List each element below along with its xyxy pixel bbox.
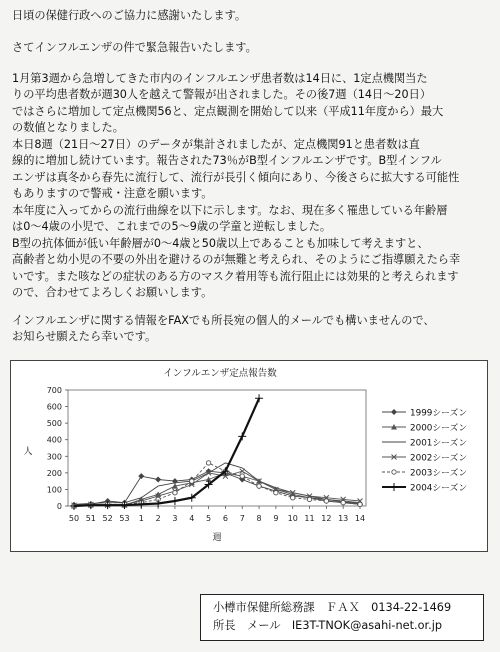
x-tick-label: 4 <box>189 514 195 523</box>
text-line: 本年度に入ってからの流行曲線を以下に示します。なお、現在多く罹患している年齢層 <box>12 204 448 217</box>
y-tick-label: 700 <box>46 386 62 395</box>
paragraph-greeting <box>12 8 488 24</box>
legend-label: 2001シーズン <box>410 438 468 449</box>
text-line: ので、合わせてよろしくお願いします。 <box>12 285 213 299</box>
x-tick-label: 1 <box>138 514 144 523</box>
data-point <box>257 484 261 488</box>
text-line: インフルエンザに関する情報をFAXでも所長宛の個人的メールでも構いませんので、 <box>12 314 435 327</box>
y-tick-label: 600 <box>46 402 62 412</box>
x-tick-label: 53 <box>119 514 130 523</box>
x-tick-label: 5 <box>206 514 212 523</box>
paragraph-intro <box>12 40 488 56</box>
x-tick-label: 13 <box>338 514 349 523</box>
x-tick-label: 50 <box>68 514 80 523</box>
contact-box <box>200 594 484 641</box>
data-point <box>358 502 362 506</box>
legend-label: 2000シーズン <box>410 423 468 434</box>
x-tick-label: 2 <box>155 514 161 523</box>
x-tick-label: 7 <box>239 514 245 523</box>
contact-fax: 小樽市保健所総務課 ＦＡＸ 0134-22-1469 <box>213 601 452 614</box>
text-line: 1月第3週から急増してきた市内のインフルエンザ患者数は14日に、1定点機関当た <box>12 72 428 85</box>
x-tick-label: 51 <box>85 514 96 523</box>
paragraph-week8-data <box>12 137 488 202</box>
contact-email: 所長 メール IE3T-TNOK@asahi-net.or.jp <box>213 619 443 632</box>
paragraph-epidemic-curve <box>12 203 488 236</box>
text-line: の数値となりました。 <box>12 120 124 134</box>
text-line: りの平均患者数が週30人を越えて警報が出されました。その後7週（14日～20日） <box>12 88 432 102</box>
text-line: もありますので警戒・注意を願います。 <box>12 186 213 200</box>
data-point <box>173 491 177 495</box>
x-tick-label: 3 <box>172 514 178 523</box>
x-tick-label: 52 <box>102 514 113 523</box>
data-point <box>324 499 328 503</box>
y-tick-label: 0 <box>56 502 62 511</box>
x-tick-label: 10 <box>287 514 298 523</box>
text-line: 線的に増加し続けています。報告された73％がB型インフルエンザです。B型インフル <box>12 154 442 168</box>
legend-label: 2003シーズン <box>410 468 468 479</box>
x-axis-label: 週 <box>212 533 222 543</box>
legend-marker <box>392 470 396 474</box>
x-tick-label: 9 <box>273 514 279 523</box>
y-tick-label: 200 <box>46 468 62 478</box>
data-point <box>307 497 311 501</box>
text-line: 高齢者と幼小児の不要の外出を避けるのが無難と考えられ、そのようにご指導願えたら幸 <box>12 253 461 267</box>
x-tick-label: 6 <box>222 514 228 523</box>
data-point <box>291 496 295 500</box>
data-point <box>274 491 278 495</box>
paragraph-prevention-advice <box>12 236 488 301</box>
text-line: ではさらに増加して定点機関56と、定点観測を開始して以来（平成11年度から）最大 <box>12 104 444 118</box>
text-line: お知らせ願えたら幸いです。 <box>12 330 157 344</box>
x-tick-label: 14 <box>354 514 366 523</box>
x-tick-label: 8 <box>256 514 262 523</box>
chart-svg <box>10 360 488 552</box>
paragraph-outbreak-status <box>12 71 488 136</box>
y-axis-label: 人 <box>23 447 33 457</box>
x-tick-label: 11 <box>304 514 315 523</box>
text-line: 日頃の保健行政へのご協力に感謝いたします。 <box>12 9 247 22</box>
legend-label: 2004シーズン <box>410 483 468 494</box>
y-tick-label: 400 <box>46 435 62 445</box>
y-tick-label: 300 <box>46 452 62 462</box>
y-tick-label: 100 <box>46 485 62 495</box>
text-line: B型の抗体価が低い年齢層が0～4歳と50歳以上であることも加味して考えますと、 <box>12 237 429 250</box>
legend-label: 1999シーズン <box>410 408 468 419</box>
text-line: 本日8週（21日～27日）のデータが集計されましたが、定点機関91と患者数は直 <box>12 138 420 151</box>
data-point <box>240 474 244 478</box>
text-line: エンザは真冬から春先に流行して、流行が長引く傾向にあり、今後さらに拡大する可能性 <box>12 170 460 184</box>
text-line: は0～4歳の小児で、これまでの5～9歳の学童と逆転しました。 <box>12 220 332 234</box>
y-tick-label: 500 <box>46 419 62 429</box>
influenza-chart <box>10 360 488 552</box>
data-point <box>190 479 194 483</box>
text-line: いです。また咳などの症状のある方のマスク着用等も流行阻止には効果的と考えられます <box>12 269 459 283</box>
text-line: さてインフルエンザの件で緊急報告いたします。 <box>12 41 257 54</box>
x-tick-label: 12 <box>321 514 332 523</box>
chart-title: インフルエンザ定点報告数 <box>163 368 277 379</box>
paragraph-contact-request <box>12 313 488 346</box>
data-point <box>341 500 345 504</box>
legend-label: 2002シーズン <box>410 453 468 464</box>
data-point <box>206 461 210 465</box>
